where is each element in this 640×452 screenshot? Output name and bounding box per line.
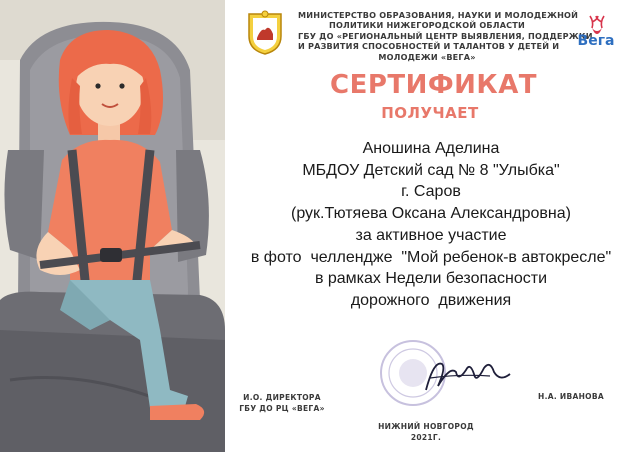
event-line: дорожного движения bbox=[350, 291, 512, 309]
contest-name: в фото челлендже "Мой ребенок-в автокресле" bbox=[250, 248, 612, 266]
org-line: ГБУ ДО «РЕГИОНАЛЬНЫЙ ЦЕНТР ВЫЯВЛЕНИЯ, ПОДДЕРЖКИ bbox=[298, 30, 593, 41]
institution: МБДОУ Детский сад № 8 "Улыбка" bbox=[302, 161, 560, 179]
certificate-subtitle: ПОЛУЧАЕТ bbox=[381, 104, 479, 122]
city: г. Саров bbox=[401, 183, 461, 201]
year: 2021Г. bbox=[410, 433, 442, 442]
event-line: в рамках Недели безопасности bbox=[314, 270, 548, 288]
org-line: ПОЛИТИКИ НИЖЕГОРОДСКОЙ ОБЛАСТИ bbox=[329, 20, 525, 31]
vega-logo-text: Вега bbox=[577, 33, 615, 49]
org-line: МИНИСТЕРСТВО ОБРАЗОВАНИЯ, НАУКИ И МОЛОДЕЖНОЙ bbox=[298, 10, 579, 20]
org-line: МОЛОДЕЖИ «ВЕГА» bbox=[378, 51, 476, 62]
organization-header bbox=[298, 10, 593, 62]
director-name: Н.А. ИВАНОВА bbox=[538, 392, 604, 401]
director-title bbox=[232, 392, 332, 414]
award-reason: за активное участие bbox=[355, 226, 507, 244]
supervisor: (рук.Тютяева Оксана Александровна) bbox=[291, 205, 571, 223]
director-position: И.О. ДИРЕКТОРА bbox=[243, 393, 321, 402]
director-organization: ГБУ ДО РЦ «ВЕГА» bbox=[239, 404, 325, 413]
city-name: НИЖНИЙ НОВГОРОД bbox=[378, 422, 474, 431]
org-line: И РАЗВИТИЯ СПОСОБНОСТЕЙ И ТАЛАНТОВ У ДЕТЕЙ И bbox=[298, 41, 560, 52]
certificate-body bbox=[226, 138, 636, 312]
place-and-year bbox=[374, 421, 478, 443]
coat-of-arms-icon bbox=[243, 10, 287, 56]
certificate-title: СЕРТИФИКАТ bbox=[330, 70, 538, 100]
director-signature bbox=[420, 352, 512, 396]
recipient-name: Аношина Аделина bbox=[362, 140, 500, 157]
child-car-seat-illustration bbox=[0, 0, 225, 452]
